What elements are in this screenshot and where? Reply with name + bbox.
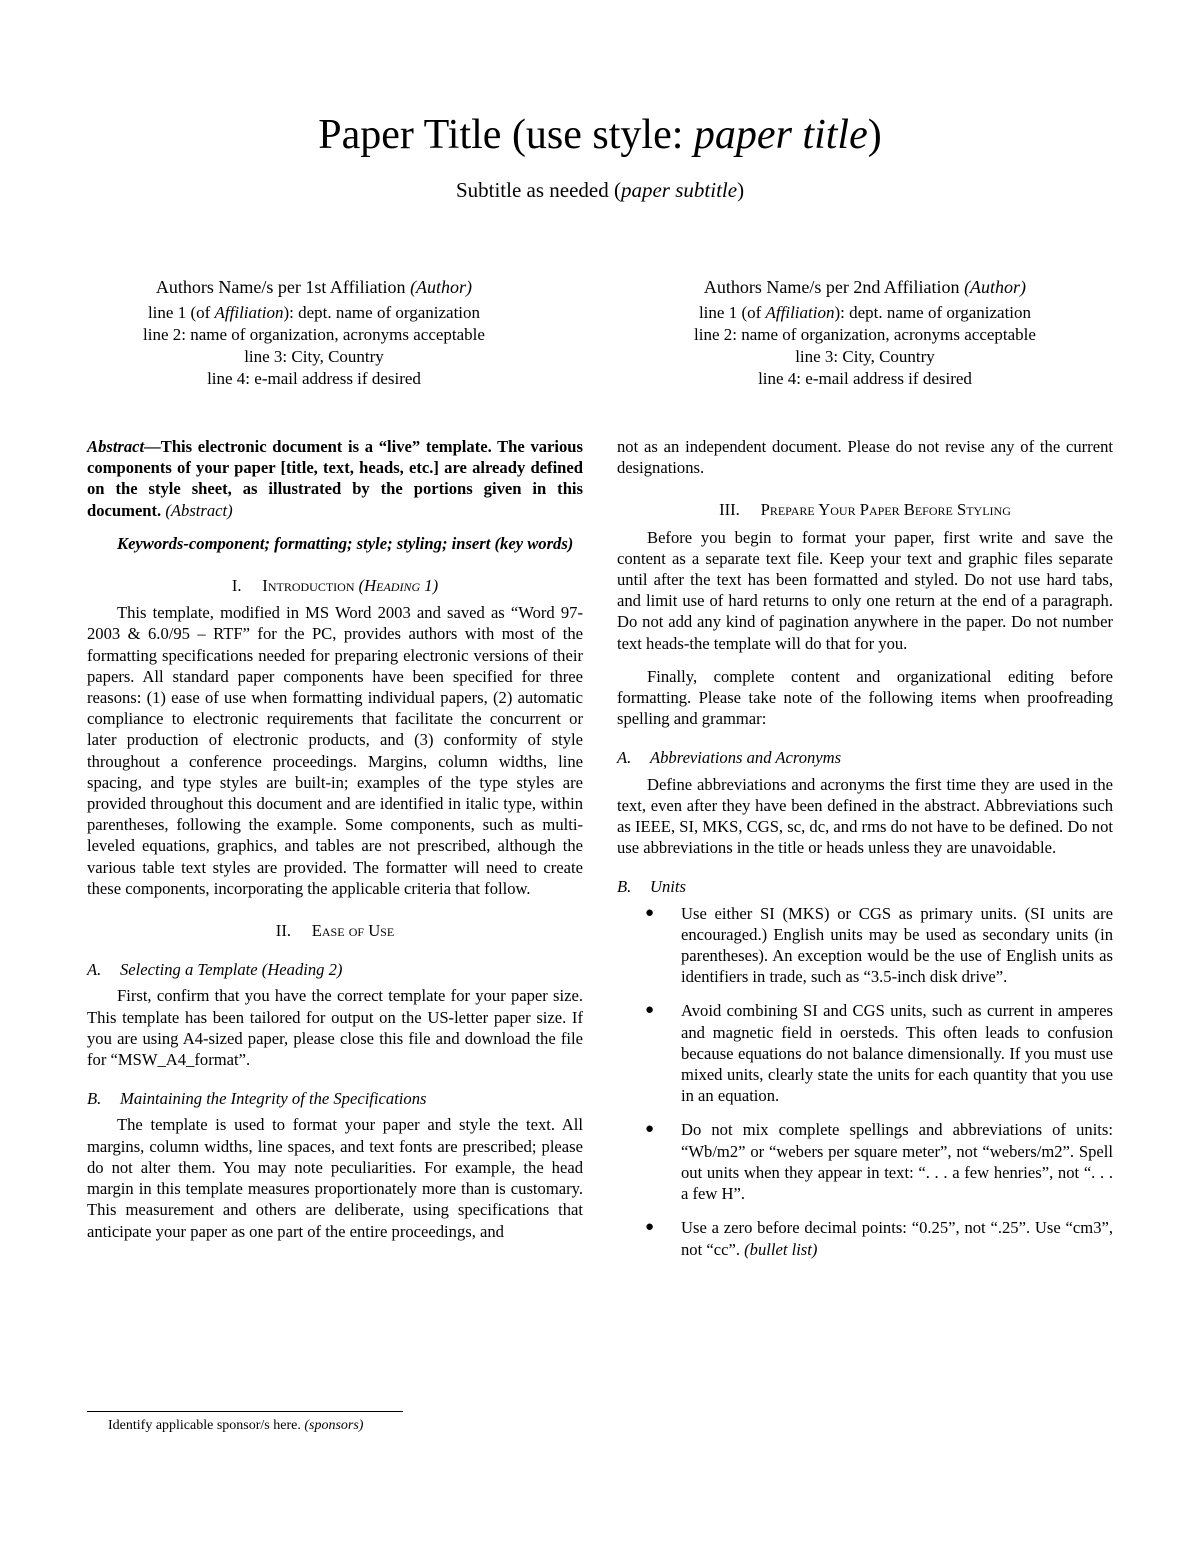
heading-selecting-template: A. Selecting a Template (Heading 2) [87,960,343,980]
affiliation-line-4: line 4: e-mail address if desired [207,369,421,388]
maintaining-integrity-paragraph: The template is used to format your paper and style the text. All margins, column widths, line spaces, and text fonts are prescribed; please do not alter them. You may note peculiarities. For example, the head margin in this template measures proportionately more than is customary. This measurement and others are deliberate, using specifications that anticipate your paper as one part of the entire proceedings, and [87,1115,583,1241]
units-bullet-list [617,903,1113,1260]
affiliation-line-1: line 1 (of Affiliation): dept. name of organization [698,303,1032,322]
list-item: ● Do not mix complete spellings and abbreviations of units: “Wb/m2” or “webers per square meter”, not “webers/m2”. Spell out units when they appear in text: “. . . a few henries”, not “. . . a few H”. [645,1120,1113,1204]
list-item: ● Use a zero before decimal points: “0.25”, not “.25”. Use “cm3”, not “cc”. (bullet list) [645,1218,1113,1259]
bullet-icon: ● [645,1219,655,1236]
affiliation-line-2: line 2: name of organization, acronyms acceptable [143,325,485,344]
list-item: ● Use either SI (MKS) or CGS as primary units. (SI units are encouraged.) English units may be used as secondary units (in parentheses). An exception would be the use of English units as identifiers in trade, such as “3.5-inch disk drive”. [645,903,1113,987]
prepare-paragraph-2: Finally, complete content and organizational editing before formatting. Please take note of the following items when proofreading spelling and grammar: [617,666,1113,729]
list-item: ● Avoid combining SI and CGS units, such as current in amperes and magnetic field in oersteds. This often leads to confusion because equations do not balance dimensionally. If you must use mixed units, clearly state the units for each quantity that you use in an equation. [645,1001,1113,1106]
paper-subtitle: Subtitle as needed (paper subtitle) [455,178,745,202]
author-block-2 [625,276,1105,390]
heading-abbreviations: A. Abbreviations and Acronyms [617,748,842,768]
prepare-paragraph-1: Before you begin to format your paper, first write and save the content as a separate text file. Keep your text and graphic files separate until after the text has been formatted and styled. Do not use hard tabs, and limit use of hard returns to only one return at the end of a paragraph. Do not add any kind of pagination anywhere in the paper. Do not number text heads-the template will do that for you. [617,527,1113,653]
heading-units: B. Units [617,877,686,897]
footnote-rule [87,1411,403,1412]
author-name: Authors Name/s per 1st Affiliation (Author) [155,277,473,297]
intro-paragraph: This template, modified in MS Word 2003 and saved as “Word 97-2003 & 6.0/95 – RTF” for the PC, provides authors with most of the formatting specifications needed for preparing electronic versions of their papers. All standard paper components have been specified for three reasons: (1) ease of use when formatting individual papers, (2) automatic compliance to electronic requirements that facilitate the concurrent or later production of electronic products, and (3) conformity of style throughout a conference proceedings. Margins, column widths, line spacing, and type styles are built-in; examples of the type styles are provided throughout this document and are identified in italic type, within parentheses, following the example. Some components, such as multi-leveled equations, graphics, and tables are not prescribed, although the various table text styles are provided. The formatter will need to create these components, incorporating the applicable criteria that follow. [87,603,583,898]
keywords: Keywords-component; formatting; style; styling; insert (key words) [117,533,574,553]
affiliation-line-3: line 3: City, Country [795,347,935,366]
affiliation-line-1: line 1 (of Affiliation): dept. name of organization [147,303,481,322]
abstract: Abstract—This electronic document is a “live” template. The various components of your paper [title, text, heads, etc.] are already defined on the style sheet, as illustrated by the portions given in this document. (Abstract) [87,437,583,520]
left-column [87,436,583,1242]
heading-ease-of-use: II. Ease of Use [275,921,395,941]
maintaining-integrity-continued: not as an independent document. Please do not revise any of the current designations. [617,437,1113,478]
heading-prepare-paper: III. Prepare Your Paper Before Styling [719,500,1011,520]
bullet-icon: ● [645,1121,655,1138]
affiliation-line-2: line 2: name of organization, acronyms acceptable [694,325,1036,344]
heading-introduction: I. Introduction (Heading 1) [231,576,439,596]
abbreviations-paragraph: Define abbreviations and acronyms the first time they are used in the text, even after they have been defined in the abstract. Abbreviations such as IEEE, SI, MKS, CGS, sc, dc, and rms do not have to be defined. Do not use abbreviations in the title or heads unless they are unavoidable. [617,774,1113,858]
paper-title: Paper Title (use style: paper title) [318,112,882,158]
bullet-icon: ● [645,904,655,921]
selecting-template-paragraph: First, confirm that you have the correct template for your paper size. This template has been tailored for output on the US-letter paper size. If you are using A4-sized paper, please close this file and download the file for “MSW_A4_format”. [87,986,583,1070]
right-column [617,436,1113,1273]
affiliation-line-3: line 3: City, Country [244,347,384,366]
footnote: Identify applicable sponsor/s here. (sponsors) [108,1418,364,1433]
author-name: Authors Name/s per 2nd Affiliation (Author) [703,277,1027,297]
author-block-1 [74,276,554,390]
bullet-icon: ● [645,1002,655,1019]
affiliation-line-4: line 4: e-mail address if desired [758,369,972,388]
heading-maintaining-integrity: B. Maintaining the Integrity of the Specifications [87,1089,427,1109]
